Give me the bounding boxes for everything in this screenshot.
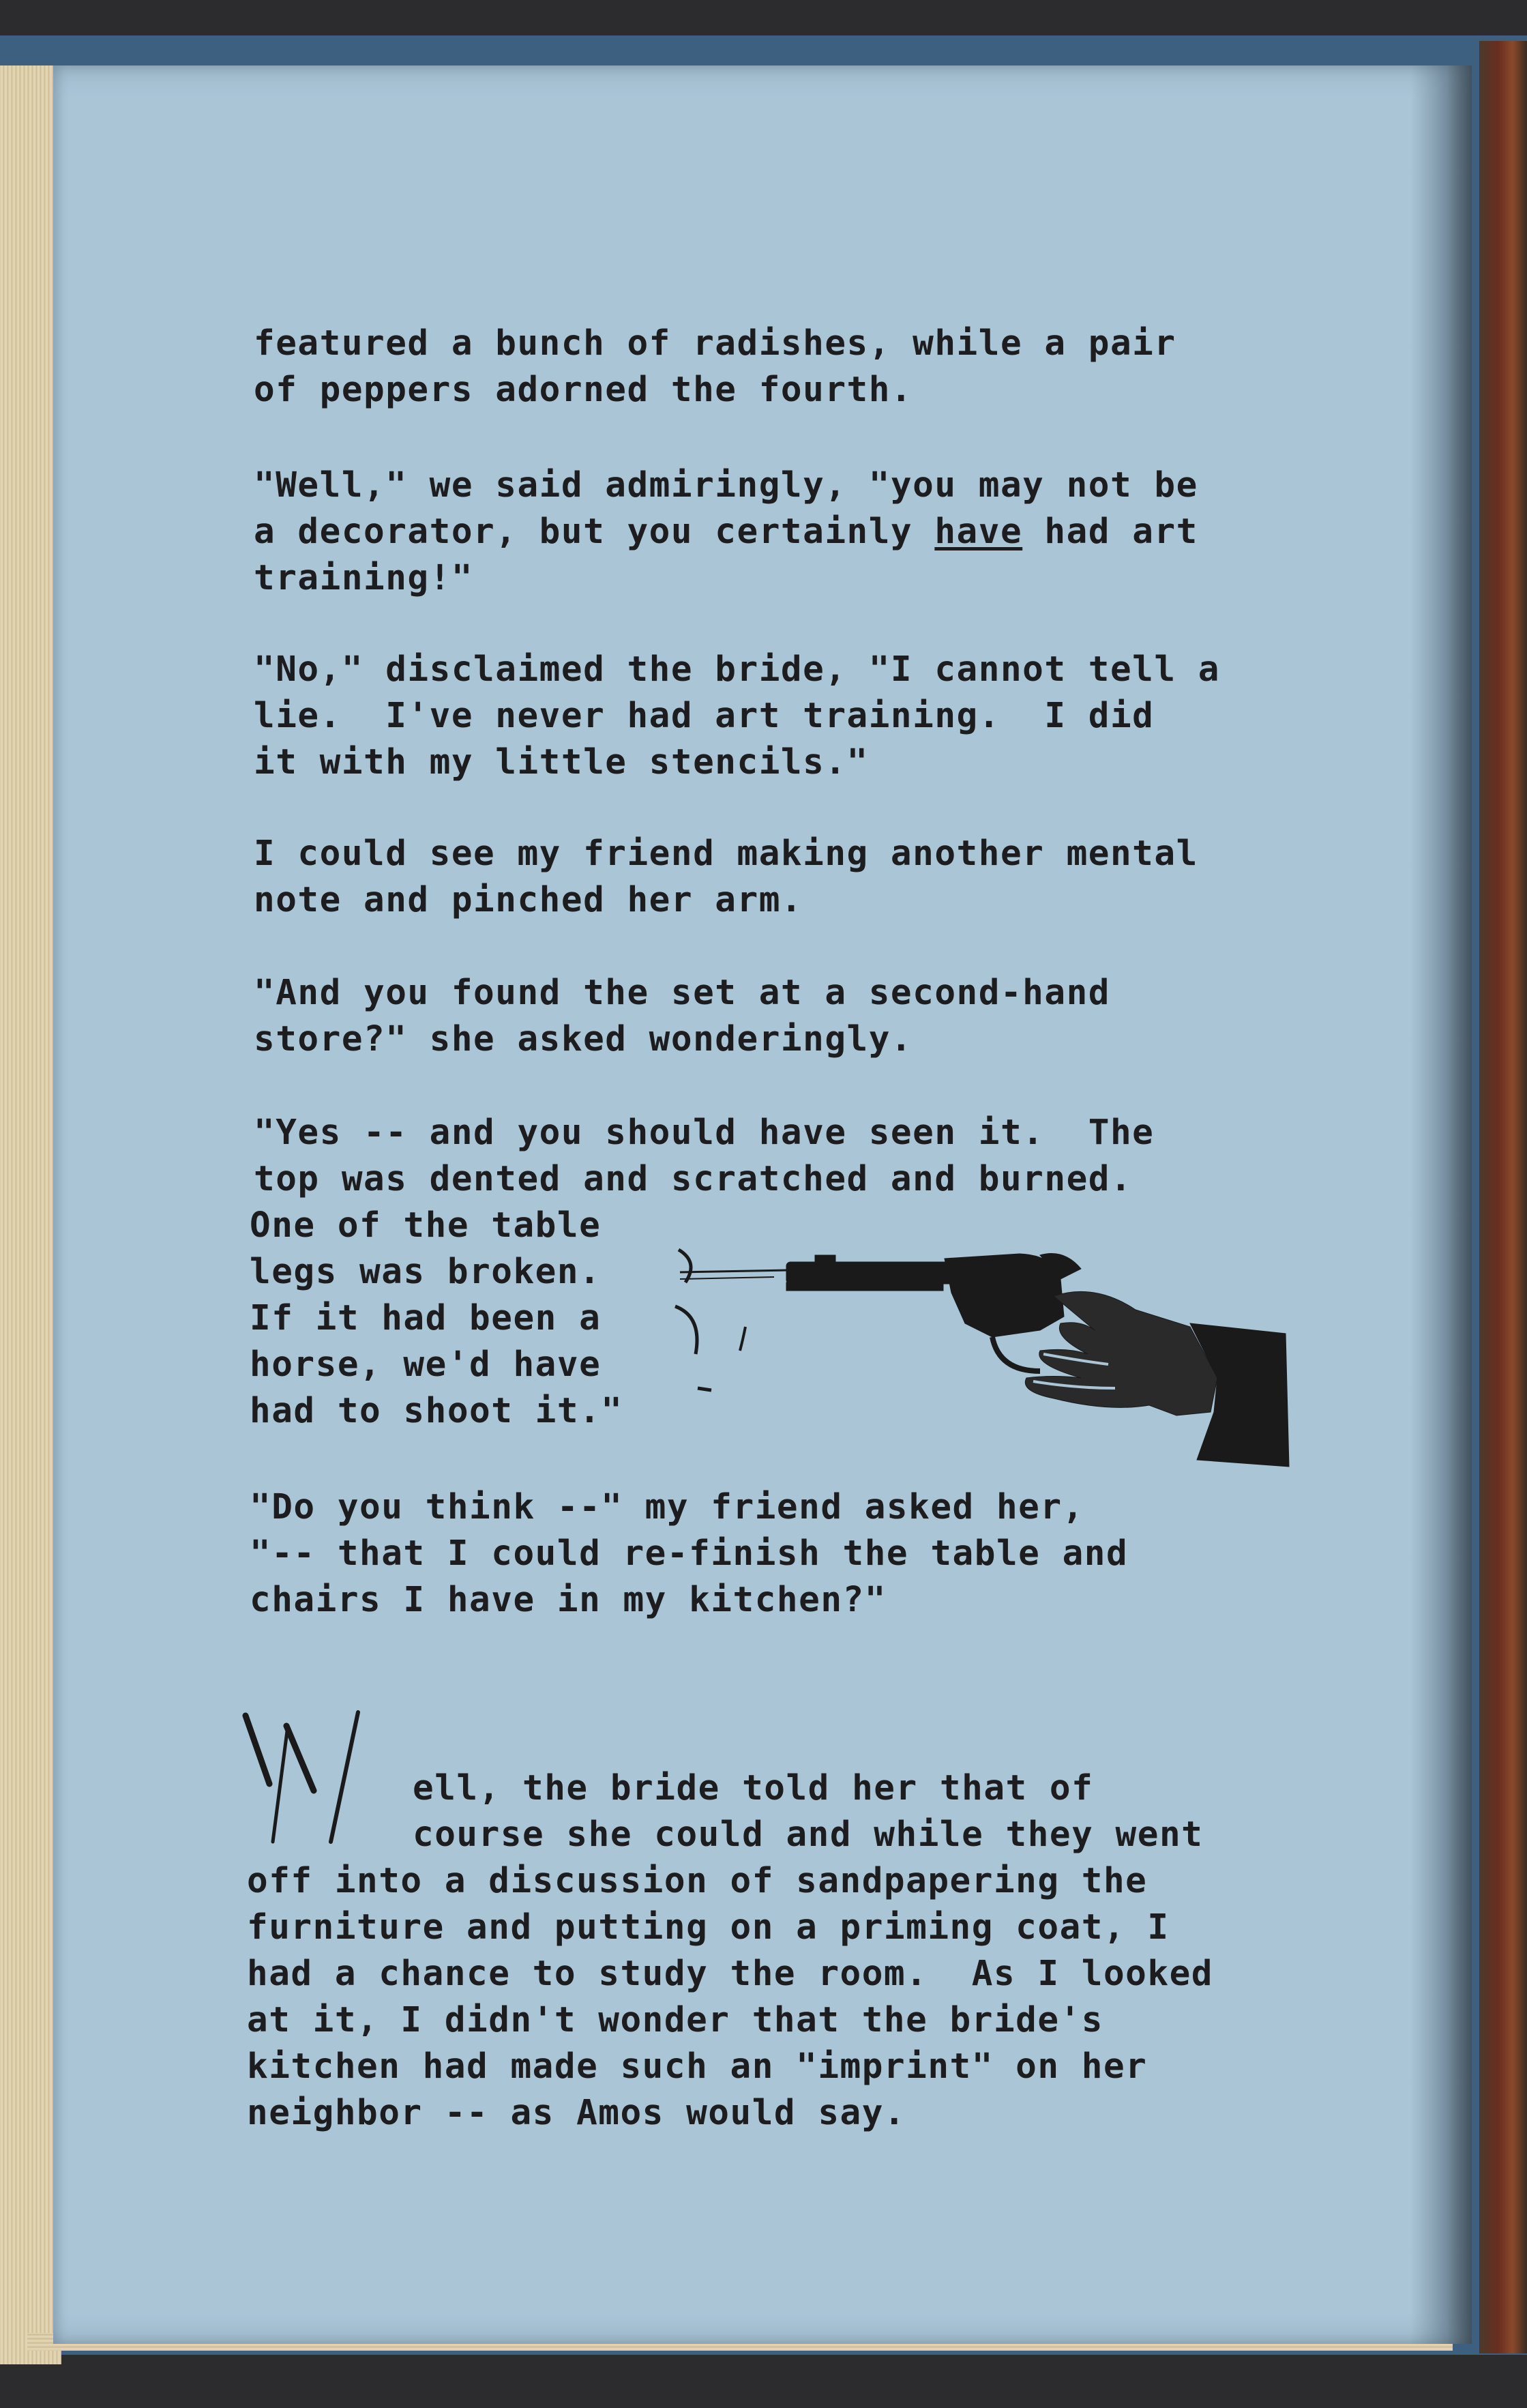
text-line: If it had been a (250, 1298, 602, 1338)
text-segment: had art (1022, 512, 1198, 552)
text-line: lie. I've never had art training. I did (254, 696, 1155, 736)
text-line: horse, we'd have (250, 1345, 602, 1385)
text-line: legs was broken. (250, 1252, 602, 1292)
emphasis-have: have (934, 512, 1023, 552)
revolver-hand-icon (672, 1242, 1292, 1473)
text-line: note and pinched her arm. (254, 880, 803, 920)
page-stack (0, 65, 61, 2364)
text-line: "No," disclaimed the bride, "I cannot tell a (254, 649, 1221, 690)
text-line: top was dented and scratched and burned. (254, 1159, 1133, 1199)
text-line: One of the table (250, 1205, 602, 1246)
cover-edge (1479, 41, 1527, 2353)
text-line: had to shoot it." (250, 1391, 623, 1431)
page-gutter (1410, 65, 1472, 2344)
text-line: neighbor -- as Amos would say. (247, 2093, 906, 2133)
text-line: featured a bunch of radishes, while a pair (254, 323, 1176, 364)
text-line: at it, I didn't wonder that the bride's (247, 2000, 1103, 2040)
text-line: had a chance to study the room. As I looked (247, 1954, 1214, 1994)
text-line: off into a discussion of sandpapering the (247, 1861, 1148, 1901)
text-line: "Do you think --" my friend asked her, (250, 1487, 1084, 1527)
text-line: it with my little stencils." (254, 742, 869, 782)
text-line: "-- that I could re-finish the table and (250, 1533, 1129, 1574)
text-line: I could see my friend making another mental (254, 834, 1198, 874)
text-line: ell, the bride told her that of (413, 1768, 1094, 1808)
dropcap-w-icon (239, 1709, 368, 1845)
text-line: kitchen had made such an "imprint" on her (247, 2046, 1148, 2087)
text-line: course she could and while they went (413, 1815, 1204, 1855)
text-line: "Well," we said admiringly, "you may not be (254, 465, 1198, 505)
text-line: store?" she asked wonderingly. (254, 1019, 913, 1059)
text-line (254, 509, 1198, 555)
text-line: of peppers adorned the fourth. (254, 370, 913, 410)
text-line: furniture and putting on a priming coat, I (247, 1907, 1170, 1948)
text-segment: a decorator, but you certainly (254, 512, 935, 552)
text-line: training!" (254, 558, 474, 598)
text-line: "Yes -- and you should have seen it. The (254, 1113, 1155, 1153)
text-line: chairs I have in my kitchen?" (250, 1580, 887, 1620)
text-line: "And you found the set at a second-hand (254, 973, 1110, 1013)
